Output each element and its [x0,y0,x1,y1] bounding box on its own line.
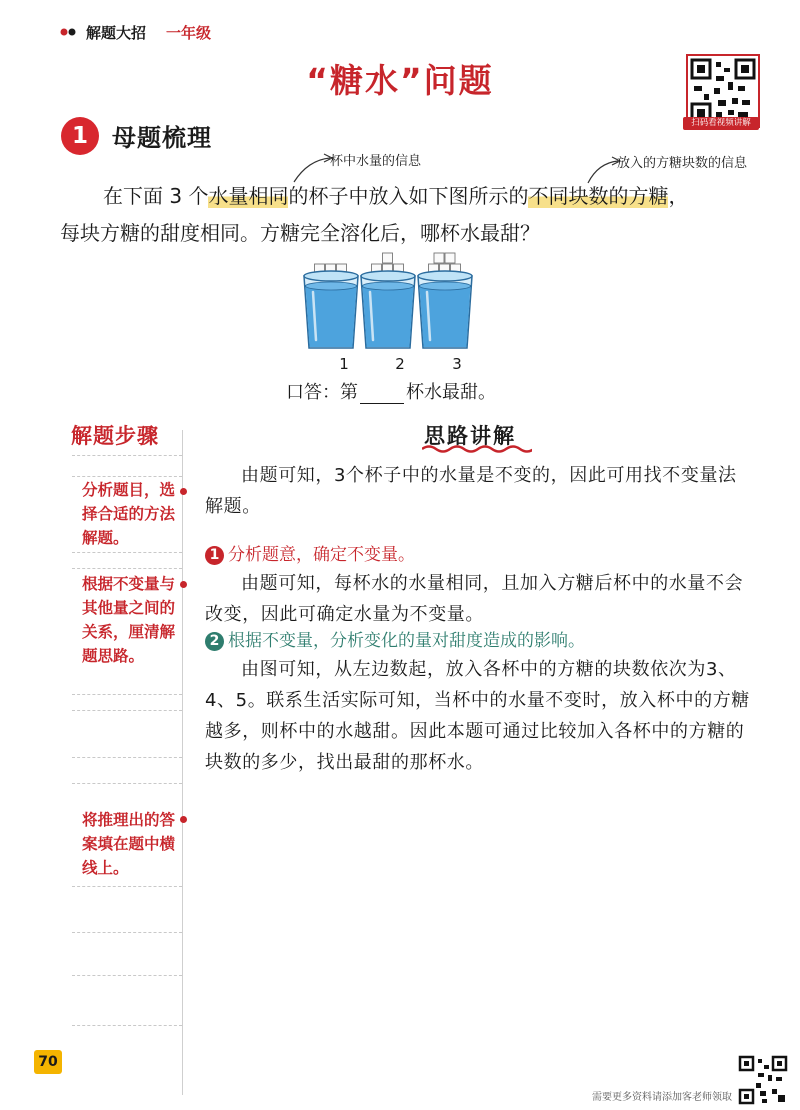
divider [72,455,182,456]
step-2: 根据不变量与其他量之间的关系，厘清解题思路。 [82,575,176,665]
divider [72,710,182,711]
divider [72,552,182,553]
cup-label-3: 3 [452,355,462,373]
cup-3-water-surface [420,282,471,290]
answer-line: 口答：第 杯水最甜。 [286,382,496,403]
cup-2-water-surface [363,282,414,290]
highlight-water-amount: 水量相同 [208,184,289,208]
annotation-sugar: 放入的方糖块数的信息 [617,156,748,171]
divider [72,975,182,976]
divider [72,757,182,758]
step-3: 将推理出的答案填在题中横线上。 [82,811,176,877]
analysis-2-number: 2 [205,632,224,651]
column-divider [182,430,183,1095]
divider [72,694,182,695]
divider [72,568,182,569]
section-number-badge: 1 [61,117,99,155]
qr-caption: 扫码看视频讲解 [683,117,759,130]
divider [72,886,182,887]
step-3-dot [180,816,187,823]
cup-label-1: 1 [339,355,349,373]
section-title: 母题梳理 [112,124,212,152]
cup-1-water-surface [306,282,357,290]
sugar-cube [445,253,455,263]
annotation-water: 杯中水量的信息 [330,154,422,169]
divider [72,1025,182,1026]
cup-2-rim [361,271,415,281]
step-1-dot [180,488,187,495]
cup-label-2: 2 [395,355,405,373]
header-series: 解题大招 [86,24,147,42]
divider [72,476,182,477]
page-title: “糖水”问题 [306,61,494,100]
answer-blank[interactable] [360,385,404,404]
title-underline-wave-icon [422,444,532,454]
header-dots-icon [60,27,82,37]
divider [72,783,182,784]
step-1: 分析题目，选择合适的方法解题。 [82,481,176,547]
analysis-2-heading: 2 根据不变量，分析变化的量对甜度造成的影响。 [205,626,585,651]
header-grade: 一年级 [166,24,212,42]
highlight-sugar-count: 不同块数的方糖 [528,184,669,208]
thinking-title: 思路讲解 [424,424,516,448]
steps-title: 解题步骤 [71,424,159,448]
analysis-1-heading: 1 分析题意，确定不变量。 [205,540,415,565]
sugar-cube [383,253,393,263]
analysis-1-body: 由题可知，每杯水的水量相同，且加入方糖后杯中的水量不会改变，因此可确定水量为不变量。 [205,573,744,625]
cups-illustration [300,244,500,352]
page-number: 70 [34,1050,62,1074]
cup-3-rim [418,271,472,281]
cup-1-rim [304,271,358,281]
analysis-2-body: 由图可知，从左边数起，放入各杯中的方糖的块数依次为3、4、5。联系生活实际可知，当杯中的水量不变时，放入杯中的方糖越多，则杯中的水越甜。因此本题可通过比较加入各杯中的方糖的块数的多少，找出最甜的那杯水。 [205,659,750,773]
footer-qr-code-icon[interactable] [738,1055,788,1105]
sugar-cube [434,253,444,263]
question-line-1: 在下面 3 个水量相同的杯子中放入如下图所示的不同块数的方糖， [103,184,689,208]
intro-paragraph: 由题可知，3个杯子中的水量是不变的，因此可用找不变量法解题。 [205,465,737,517]
question-line-2: 每块方糖的甜度相同。方糖完全溶化后，哪杯水最甜？ [60,221,540,245]
footer-note: 需要更多资料请添加客老师领取 [592,1092,732,1103]
analysis-1-number: 1 [205,546,224,565]
divider [72,932,182,933]
step-2-dot [180,581,187,588]
